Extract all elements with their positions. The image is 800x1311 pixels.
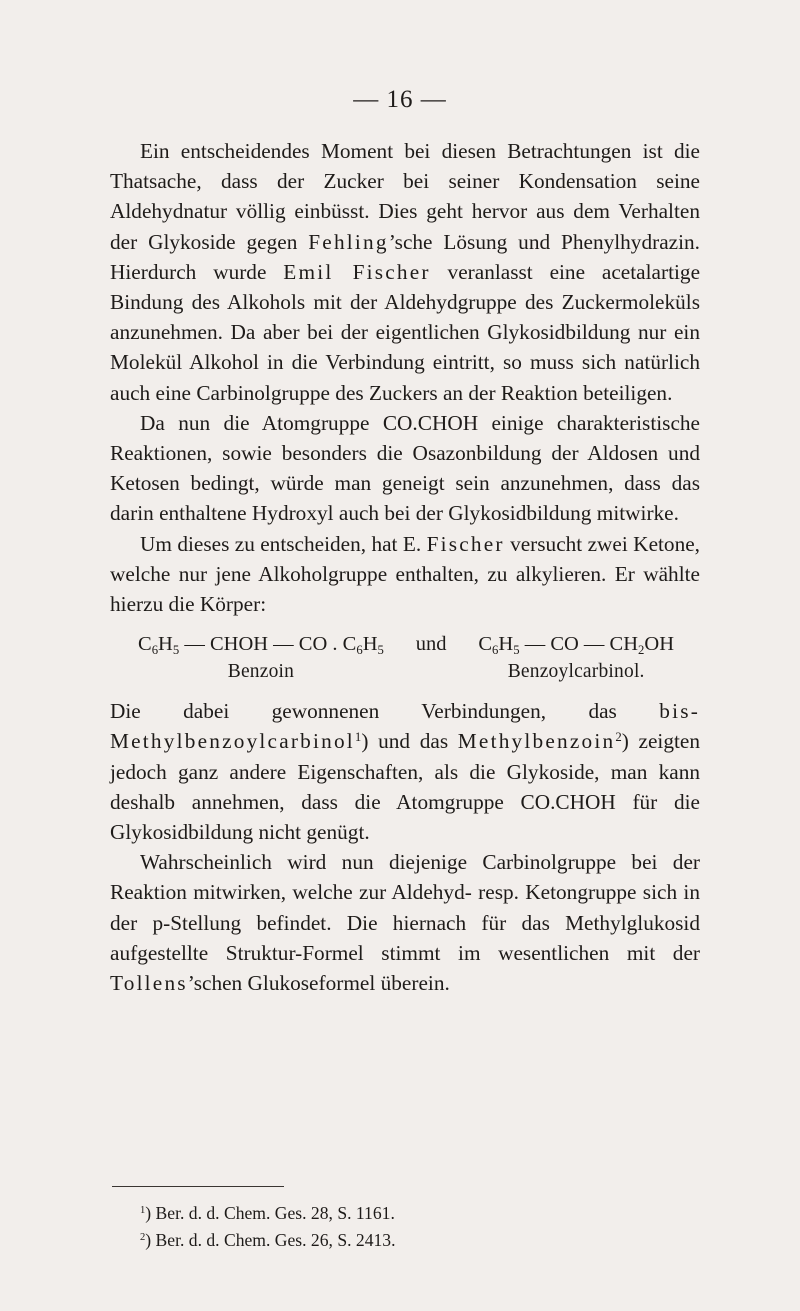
page-number: — 16 — — [353, 86, 447, 113]
paragraph-3-text: Um dieses zu entscheiden, hat E. — [140, 531, 422, 556]
name-fehling: Fehling — [308, 229, 389, 254]
name-emil-fischer: Emil Fischer — [283, 259, 431, 284]
term-bis-methylbenzoylcarbinol: bis-Methylbenzoylcarbinol — [110, 699, 700, 754]
footnote-ref-1[interactable]: 1 — [354, 730, 362, 745]
formula-benzoin-name: Benzoin — [227, 661, 295, 683]
paragraph-3 — [110, 529, 700, 620]
paragraph-5 — [110, 847, 700, 998]
main-text — [110, 136, 700, 998]
paragraph-4-text: Die dabei gewonnenen Verbindungen, das — [110, 699, 617, 724]
footnote-divider — [112, 1186, 284, 1187]
paragraph-5-text: Wahrscheinlich wird nun diejenige Carbinolgruppe bei der Reaktion mitwirken, welche zur Aldehyd- resp. Ketongruppe sich in der p-Stellung befindet. Die hiernach für das Methylglukosid aufgestellte Struktur-Formel stimmt im wesentlichen mit der — [110, 850, 700, 965]
formula-benzoylcarbinol-name: Benzoylcarbinol. — [507, 661, 645, 683]
paragraph-1-text: Ein entscheidendes Moment bei diesen Betrachtungen ist die Thatsache, dass der Zucker bei seiner Kondensation seine Aldehydnatur völlig einbüsst. Dies geht hervor aus dem Verhalten der Glykoside gegen — [110, 139, 700, 254]
paragraph-2: Da nun die Atomgruppe CO.CHOH einige charakteristische Reaktionen, sowie besonders die Osazonbildung der Aldosen und Ketosen bedingt, würde man geneigt sein anzunehmen, dass das darin enthaltene Hydroxyl auch bei der Glykosidbildung mitwirke. — [110, 410, 700, 526]
formula-benzoylcarbinol-expression: $C_6H_5$ — CO — $CH_2OH$ — [478, 633, 674, 658]
formula-block — [110, 630, 700, 686]
paragraph-1-text-c: veranlasst eine acetalartige Bindung des Alkohols mit der Aldehydgruppe des Zuckermoleküls anzunehmen. Da aber bei der eigentlichen Glykosidbildung nur ein Molekül Alkohol in die Verbindung eintritt, so muss sich natürlich auch eine Carbinolgruppe des Zuckers an der Reaktion beteiligen. — [110, 259, 701, 405]
paragraph-3-text-b: versucht zwei Ketone, welche nur jene Alkoholgruppe enthalten, zu alkylieren. Er wählte hierzu die Körper: — [110, 531, 701, 617]
formula-joiner: und — [415, 633, 447, 656]
paragraph-4-text-b: ) und das — [361, 729, 449, 754]
footnote-2: $^2$) Ber. d. d. Chem. Ges. 26, S. 2413. — [140, 1230, 396, 1250]
paragraph-1 — [110, 136, 700, 408]
formula-benzoin-expression: $C_6H_5$ — CHOH — CO . $C_6H_5$ — [138, 633, 384, 658]
formula-benzoylcarbinol — [478, 630, 674, 686]
paragraph-5-text-b: ’schen Glukoseformel überein. — [187, 971, 450, 996]
footnotes — [140, 1200, 396, 1254]
footnote-ref-2[interactable]: 2 — [615, 730, 622, 745]
paragraph-4 — [110, 696, 700, 847]
term-methylbenzoin: Methylbenzoin — [457, 729, 616, 754]
paragraph-1-text-b: ’sche Lösung und Phenylhydrazin. Hierdurch wurde — [110, 229, 700, 284]
formula-benzoin — [138, 630, 384, 686]
name-tollens: Tollens — [110, 971, 188, 996]
paragraph-4-text-c: ) zeigten jedoch ganz andere Eigenschaften, als die Glykoside, man kann deshalb annehmen, dass die Atomgruppe CO.CHOH für die Glykosidbildung nicht genügt. — [110, 729, 700, 845]
footnote-1: $^1$) Ber. d. d. Chem. Ges. 28, S. 1161. — [140, 1203, 395, 1223]
name-fischer: Fischer — [426, 531, 505, 556]
